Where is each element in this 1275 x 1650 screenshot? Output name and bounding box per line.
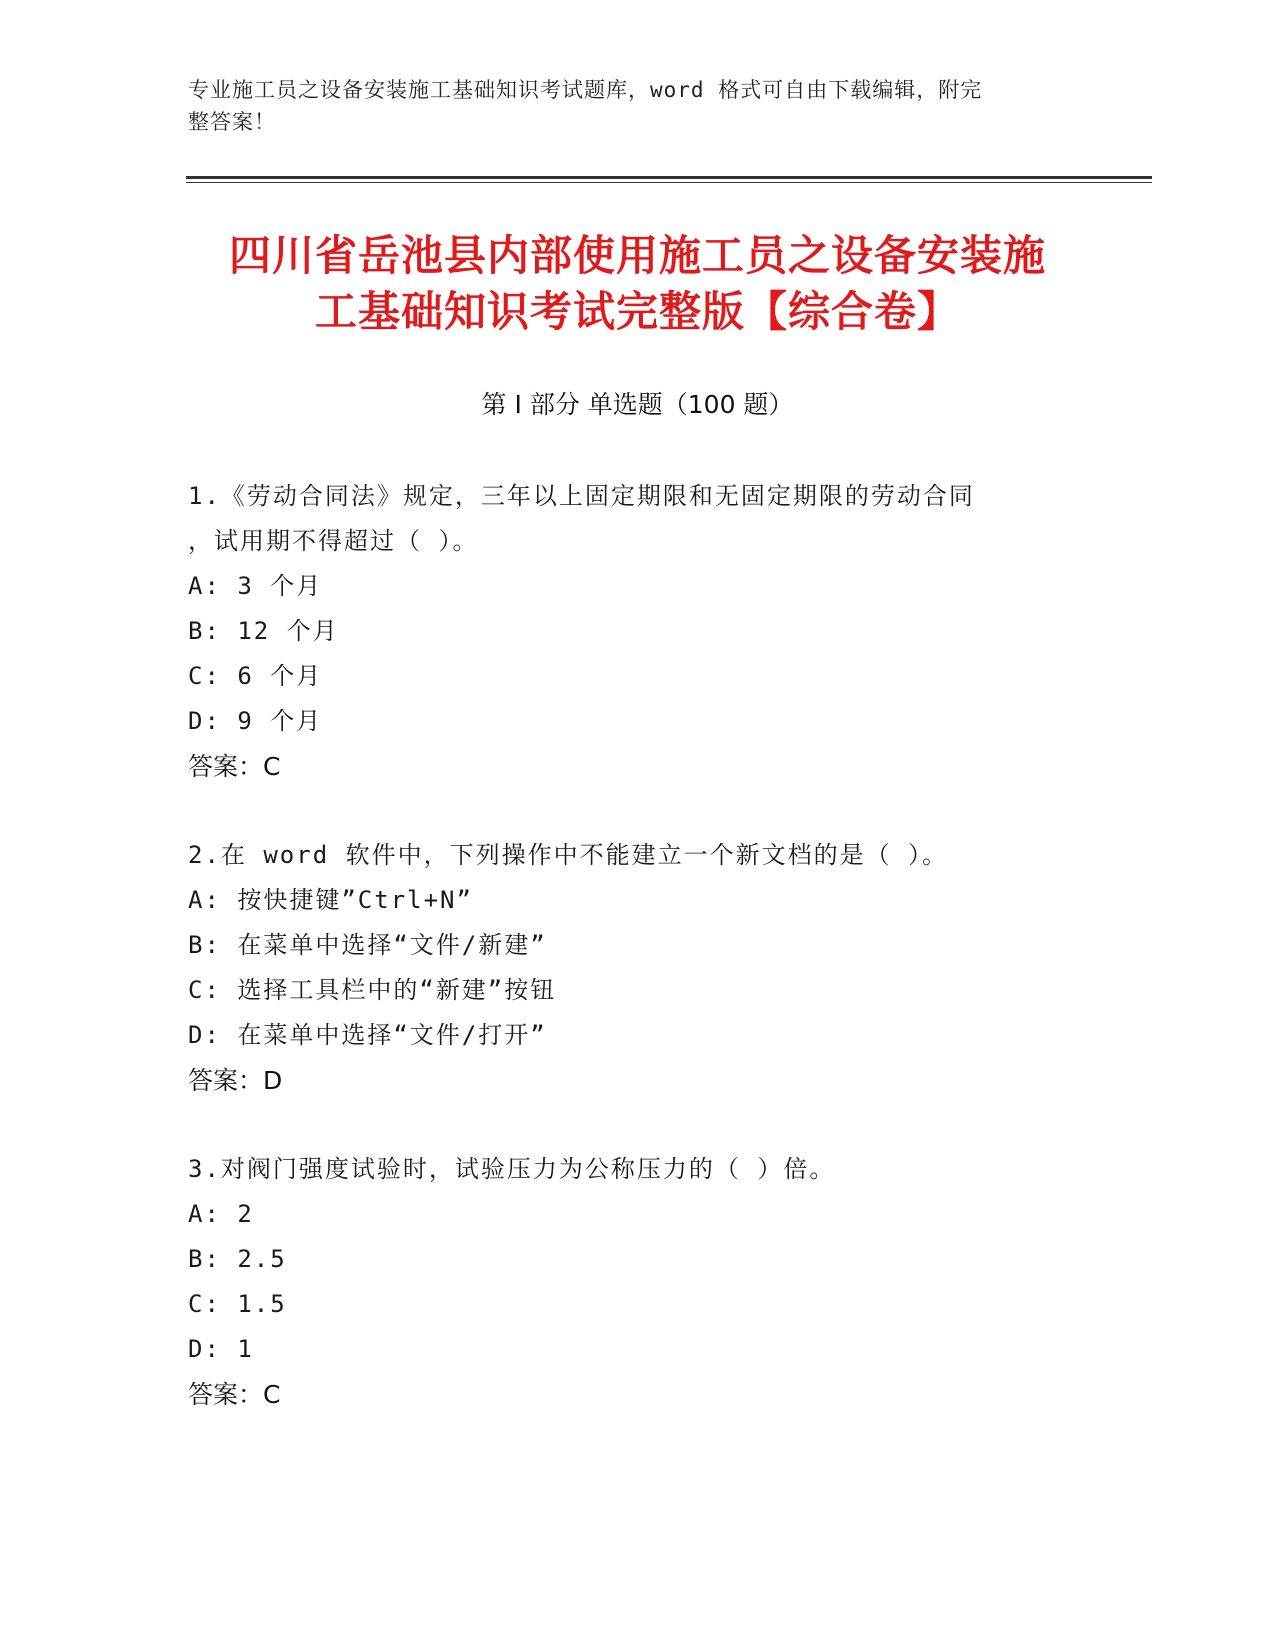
section-heading: 第 I 部分 单选题（100 题） xyxy=(481,390,794,419)
header-divider-thick xyxy=(186,176,1152,179)
option-c: C: 6 个月 xyxy=(188,662,323,690)
header-divider-thin xyxy=(186,182,1152,183)
question-stem: 1.《劳动合同法》规定，三年以上固定期限和无固定期限的劳动合同 xyxy=(188,482,975,510)
question-stem: 3.对阀门强度试验时，试验压力为公称压力的（ ）倍。 xyxy=(188,1155,836,1183)
option-d: D: 9 个月 xyxy=(188,707,323,735)
option-b: B: 2.5 xyxy=(188,1245,287,1273)
answer: 答案：C xyxy=(188,1380,281,1409)
question-1 xyxy=(188,474,1088,789)
header-note xyxy=(188,74,1078,138)
option-a: A: 2 xyxy=(188,1200,254,1228)
option-c: C: 选择工具栏中的“新建”按钮 xyxy=(188,976,557,1004)
header-note-line-2: 整答案！ xyxy=(188,110,276,134)
option-d: D: 在菜单中选择“文件/打开” xyxy=(188,1021,547,1049)
document-title-line-2: 工基础知识考试完整版【综合卷】 xyxy=(314,287,960,336)
document-title-line-1: 四川省岳池县内部使用施工员之设备安装施 xyxy=(228,231,1046,280)
option-d: D: 1 xyxy=(188,1335,254,1363)
question-3 xyxy=(188,1147,1088,1417)
option-b: B: 在菜单中选择“文件/新建” xyxy=(188,931,547,959)
header-note-line-1: 专业施工员之设备安装施工基础知识考试题库，word 格式可自由下载编辑，附完 xyxy=(188,78,983,102)
option-a: A: 3 个月 xyxy=(188,572,323,600)
question-stem: 2.在 word 软件中，下列操作中不能建立一个新文档的是（ ）。 xyxy=(188,841,949,869)
option-c: C: 1.5 xyxy=(188,1290,287,1318)
question-list xyxy=(188,474,1088,1461)
option-a: A: 按快捷键”Ctrl+N” xyxy=(188,886,473,914)
answer: 答案：C xyxy=(188,752,281,781)
option-b: B: 12 个月 xyxy=(188,617,339,645)
answer: 答案：D xyxy=(188,1066,283,1095)
question-stem-continued: ，试用期不得超过（ ）。 xyxy=(188,527,479,555)
question-2 xyxy=(188,833,1088,1103)
document-title xyxy=(150,228,1125,340)
